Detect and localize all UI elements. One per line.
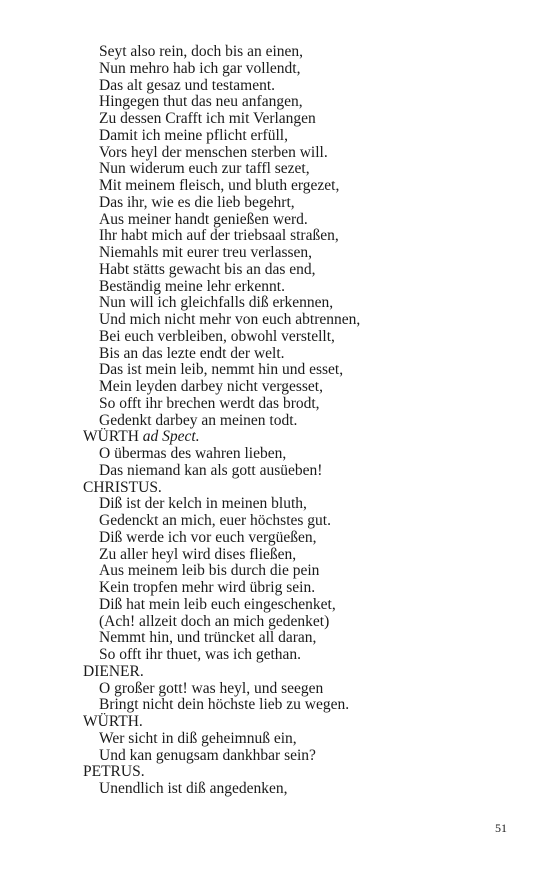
speaker-label: WÜRTH bbox=[83, 428, 143, 446]
verse-text: Das ist mein leib, nemmt hin und esset, bbox=[99, 361, 344, 379]
verse-line bbox=[83, 111, 523, 128]
verse-line bbox=[83, 547, 523, 564]
verse-text: Und kan genugsam dankhbar sein? bbox=[99, 746, 316, 764]
verse-line bbox=[83, 513, 523, 530]
verse-text: Bis an das lezte endt der welt. bbox=[99, 344, 285, 362]
verse-line bbox=[83, 178, 523, 195]
verse-text: Gedenkt darbey an meinen todt. bbox=[99, 411, 298, 429]
verse-text: Das niemand kan als gott ausüeben! bbox=[99, 461, 323, 479]
verse-line bbox=[83, 614, 523, 631]
verse-line bbox=[83, 228, 523, 245]
verse-line bbox=[83, 245, 523, 262]
verse-line bbox=[83, 396, 523, 413]
verse-text: Damit ich meine pflicht erfüll, bbox=[99, 126, 288, 144]
verse-line bbox=[83, 44, 523, 61]
verse-line bbox=[83, 195, 523, 212]
verse-line bbox=[83, 681, 523, 698]
verse-text: Aus meinem leib bis durch die pein bbox=[99, 562, 320, 580]
speaker-name bbox=[83, 429, 523, 446]
verse-text: Niemahls mit eurer treu verlassen, bbox=[99, 244, 313, 261]
verse-line bbox=[83, 78, 523, 95]
verse-line bbox=[83, 312, 523, 329]
verse-line bbox=[83, 697, 523, 714]
verse-text: Das alt gesaz und testament. bbox=[99, 76, 276, 94]
verse-text: Bringt nicht dein höchste lieb zu wegen. bbox=[99, 696, 350, 714]
verse-line bbox=[83, 295, 523, 312]
verse-line bbox=[83, 630, 523, 647]
poem-text bbox=[83, 44, 523, 798]
verse-line bbox=[83, 463, 523, 480]
verse-text: Diß ist der kelch in meinen bluth, bbox=[99, 495, 307, 513]
verse-text: Beständig meine lehr erkennt. bbox=[99, 277, 285, 295]
verse-text: Wer sicht in diß geheimnuß ein, bbox=[99, 729, 297, 747]
verse-line bbox=[83, 781, 523, 798]
verse-text: Ihr habt mich auf der triebsaal straßen, bbox=[99, 227, 339, 245]
verse-text: Kein tropfen mehr wird übrig sein. bbox=[99, 579, 316, 596]
verse-line bbox=[83, 413, 523, 430]
verse-line bbox=[83, 496, 523, 513]
verse-text: Mein leyden darbey nicht vergesset, bbox=[99, 378, 323, 395]
verse-line bbox=[83, 446, 523, 463]
verse-text: Bei euch verbleiben, obwohl verstellt, bbox=[99, 327, 335, 345]
verse-line bbox=[83, 731, 523, 748]
verse-text: Nun widerum euch zur taffl sezet, bbox=[99, 160, 310, 178]
verse-text: Und mich nicht mehr von euch abtrennen, bbox=[99, 311, 361, 328]
verse-line bbox=[83, 161, 523, 178]
verse-line bbox=[83, 563, 523, 580]
verse-text: So offt ihr thuet, was ich gethan. bbox=[99, 646, 302, 663]
speaker-label: CHRISTUS. bbox=[83, 478, 162, 496]
verse-text: Das ihr, wie es die lieb begehrt, bbox=[99, 193, 295, 211]
verse-line bbox=[83, 279, 523, 296]
verse-text: Diß hat mein leib euch eingeschenket, bbox=[99, 595, 336, 613]
page-number: 51 bbox=[495, 821, 507, 835]
verse-line bbox=[83, 128, 523, 145]
verse-text: Zu aller heyl wird dises fließen, bbox=[99, 545, 297, 563]
verse-line bbox=[83, 748, 523, 765]
verse-line bbox=[83, 530, 523, 547]
verse-text: O übermas des wahren lieben, bbox=[99, 445, 287, 462]
verse-line bbox=[83, 379, 523, 396]
verse-text: So offt ihr brechen werdt das brodt, bbox=[99, 394, 320, 412]
verse-line bbox=[83, 212, 523, 229]
verse-text: Hingegen thut das neu anfangen, bbox=[99, 93, 303, 111]
verse-text: Nun will ich gleichfalls diß erkennen, bbox=[99, 294, 334, 312]
verse-text: Nemmt hin, und trüncket all daran, bbox=[99, 629, 317, 647]
verse-line bbox=[83, 329, 523, 346]
verse-line bbox=[83, 145, 523, 162]
verse-line bbox=[83, 262, 523, 279]
speaker-name bbox=[83, 714, 523, 731]
verse-text: Gedenckt an mich, euer höchstes gut. bbox=[99, 512, 331, 529]
verse-text: Mit meinem fleisch, und bluth ergezet, bbox=[99, 177, 340, 194]
verse-line bbox=[83, 580, 523, 597]
verse-line bbox=[83, 362, 523, 379]
speaker-name bbox=[83, 480, 523, 497]
verse-text: (Ach! allzeit doch an mich gedenket) bbox=[99, 612, 330, 630]
verse-line bbox=[83, 597, 523, 614]
verse-line bbox=[83, 61, 523, 78]
speaker-name bbox=[83, 664, 523, 681]
verse-text: Nun mehro hab ich gar vollendt, bbox=[99, 59, 301, 77]
speaker-name bbox=[83, 764, 523, 781]
speaker-label: WÜRTH. bbox=[83, 713, 143, 730]
speaker-label: PETRUS. bbox=[83, 763, 145, 781]
verse-line bbox=[83, 346, 523, 363]
verse-text: Unendlich ist diß angedenken, bbox=[99, 780, 288, 797]
verse-line bbox=[83, 647, 523, 664]
stage-direction: ad Spect. bbox=[142, 428, 200, 446]
verse-text: Vors heyl der menschen sterben will. bbox=[99, 143, 328, 161]
verse-text: O großer gott! was heyl, und seegen bbox=[99, 679, 324, 697]
verse-text: Habt stätts gewacht bis an das end, bbox=[99, 260, 316, 278]
verse-line bbox=[83, 94, 523, 111]
verse-text: Zu dessen Crafft ich mit Verlangen bbox=[99, 110, 316, 127]
verse-text: Diß werde ich vor euch vergüeßen, bbox=[99, 528, 317, 546]
verse-text: Aus meiner handt genießen werd. bbox=[99, 210, 308, 228]
verse-text: Seyt also rein, doch bis an einen, bbox=[99, 43, 304, 60]
speaker-label: DIENER. bbox=[83, 662, 144, 680]
